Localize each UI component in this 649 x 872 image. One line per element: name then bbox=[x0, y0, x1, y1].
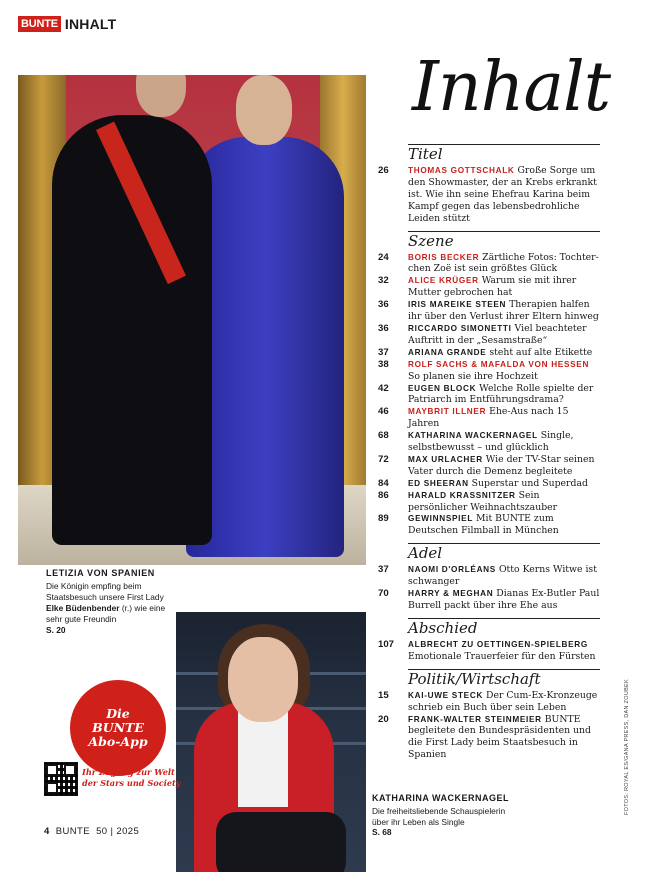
toc-entry-text: Therapien halfen ihr über den Verlust ihrer Eltern hinweg bbox=[408, 299, 599, 323]
toc-section-title: Szene bbox=[408, 231, 600, 250]
toc-entry-name: ED SHEERAN bbox=[408, 478, 469, 488]
toc-entry[interactable] bbox=[378, 359, 600, 383]
photo1-caption-name: LETIZIA VON SPANIEN bbox=[46, 568, 155, 578]
photo2-caption-text: Die freiheitsliebende Schauspielerin über ihr Leben als Single bbox=[372, 806, 506, 827]
toc-entry[interactable] bbox=[378, 430, 600, 454]
toc-entry-name: EUGEN BLOCK bbox=[408, 383, 477, 393]
toc-entry-text: Dianas Ex-Butler Paul Burrell packt über ihre Ehe aus bbox=[408, 588, 600, 611]
toc-page-number: 20 bbox=[378, 713, 389, 725]
toc-entry-text: Warum sie mit ihrer Mutter gebrochen hat bbox=[408, 275, 577, 299]
toc-entry-text: Superstar und Superdad bbox=[471, 477, 588, 489]
photo-letizia-elke bbox=[18, 75, 366, 565]
toc-page-number: 24 bbox=[378, 251, 389, 263]
toc-entry-text: Mit BUNTE zum Deutschen Filmball in München bbox=[408, 513, 559, 537]
toc-entry[interactable] bbox=[378, 478, 600, 490]
toc-section bbox=[378, 231, 600, 538]
toc-page-number: 26 bbox=[378, 165, 389, 176]
page-footer bbox=[44, 826, 139, 837]
toc-entry[interactable] bbox=[378, 454, 600, 478]
toc-entry[interactable] bbox=[378, 513, 600, 537]
toc-entry[interactable] bbox=[378, 299, 600, 323]
app-promo-badge[interactable]: Die BUNTE Abo-App bbox=[70, 680, 166, 776]
toc-section bbox=[378, 144, 600, 225]
page-number: 4 bbox=[44, 826, 50, 837]
toc-entry[interactable] bbox=[378, 714, 600, 762]
toc-page-number: 68 bbox=[378, 430, 389, 442]
toc-entry-text: Sein persönlicher Weihnachtszauber bbox=[408, 489, 558, 513]
toc-entry-name: FRANK-WALTER STEINMEIER bbox=[408, 714, 542, 724]
toc-page-number: 89 bbox=[378, 513, 389, 525]
toc-entry-text: BUNTE begleitete den Bundespräsidenten und die First Lady beim Staatsbesuch in Spanien bbox=[408, 713, 591, 761]
page-header bbox=[18, 16, 116, 32]
toc-entry-text: Viel beachteter Auftritt in der „Sesamstraße“ bbox=[408, 322, 587, 346]
toc-entry-text: Wie der TV-Star seinen Vater durch die Demenz begleitete bbox=[408, 453, 595, 477]
footer-issue: 50 | 2025 bbox=[96, 826, 140, 837]
toc-page-number: 107 bbox=[378, 638, 395, 650]
toc-entry[interactable] bbox=[378, 639, 600, 663]
photo2-caption-name: KATHARINA WACKERNAGEL bbox=[372, 793, 509, 803]
section-label: INHALT bbox=[64, 16, 117, 32]
toc-entry[interactable] bbox=[378, 690, 600, 714]
toc-entry[interactable] bbox=[378, 323, 600, 347]
toc-entry-name: ARIANA GRANDE bbox=[408, 347, 487, 357]
toc-entry-name: ALBRECHT ZU OETTINGEN-SPIELBERG bbox=[408, 639, 588, 649]
toc-page-number: 86 bbox=[378, 489, 389, 501]
toc-entry[interactable] bbox=[378, 275, 600, 299]
toc-page-number: 32 bbox=[378, 275, 389, 287]
photo1-caption-page[interactable]: S. 20 bbox=[46, 625, 66, 635]
toc-entry-name: MAYBRIT ILLNER bbox=[408, 407, 487, 417]
toc-entry[interactable] bbox=[378, 588, 600, 612]
qr-code-icon[interactable] bbox=[44, 762, 78, 796]
toc-entry-text: Ehe-Aus nach 15 Jahren bbox=[408, 406, 569, 430]
toc-entry-name: KATHARINA WACKERNAGEL bbox=[408, 431, 538, 441]
toc-page-number: 38 bbox=[378, 358, 389, 370]
photo-katharina-wackernagel bbox=[176, 612, 366, 872]
toc-entry-text: Große Sorge um den Showmaster, der an Krebs erkrankt ist. Wie ihn seine Ehefrau Karina beim Kampf gegen das lebensbedrohliche Leiden stützt bbox=[408, 165, 597, 224]
toc-page-number: 70 bbox=[378, 588, 389, 600]
toc-entry-text: steht auf alte Etikette bbox=[489, 346, 593, 358]
bunte-logo: BUNTE bbox=[18, 16, 61, 32]
toc-entry-text: Emotionale Trauerfeier für den Fürsten bbox=[408, 650, 596, 662]
toc-page-number: 46 bbox=[378, 406, 389, 418]
toc-entry-text: Otto Kerns Witwe ist schwanger bbox=[408, 564, 597, 588]
toc-entry[interactable] bbox=[378, 564, 600, 588]
toc-entry-text: Welche Rolle spielte der Patriarch im Entführungsdrama? bbox=[408, 382, 594, 406]
toc-entry-text: Der Cum-Ex-Kronzeuge schrieb ein Buch über sein Leben bbox=[408, 689, 598, 713]
toc-page-number: 15 bbox=[378, 689, 389, 701]
toc-entry-text: Single, selbstbewusst – und glücklich bbox=[408, 430, 574, 454]
app-promo-text: Ihr Zugang zur Welt der Stars und Society bbox=[82, 767, 181, 788]
toc-entry-name: IRIS MAREIKE STEEN bbox=[408, 300, 507, 310]
toc-entry-name: MAX URLACHER bbox=[408, 454, 483, 464]
toc-entry-name: GEWINNSPIEL bbox=[408, 514, 474, 524]
toc-entry[interactable] bbox=[378, 165, 600, 225]
photo-credit: FOTOS: ROYAL ES/GANA PRESS, DAN ZOUBEK bbox=[624, 679, 630, 815]
toc-entry-name: NAOMI D'ORLÉANS bbox=[408, 565, 496, 575]
footer-magazine: BUNTE bbox=[55, 826, 90, 837]
toc-entry-name: HARRY & MEGHAN bbox=[408, 589, 494, 599]
toc-entry-name: KAI-UWE STECK bbox=[408, 690, 484, 700]
toc-section-title: Adel bbox=[408, 543, 600, 562]
toc-entry-name: RICCARDO SIMONETTI bbox=[408, 323, 512, 333]
toc-entry-text: Zärtliche Fotos: Tochter-chen Zoë ist sein größtes Glück bbox=[408, 251, 599, 275]
photo1-caption-text: Die Königin empfing beim Staatsbesuch unsere First Lady Elke Büdenbender (r.) wie eine sehr gute Freundin bbox=[46, 581, 166, 624]
toc-page-number: 72 bbox=[378, 453, 389, 465]
toc-entry-name: BORIS BECKER bbox=[408, 252, 480, 262]
photo2-caption-page[interactable]: S. 68 bbox=[372, 827, 392, 837]
toc-page-number: 37 bbox=[378, 564, 389, 576]
toc-section-title: Politik/Wirtschaft bbox=[408, 669, 600, 688]
toc-page-number: 42 bbox=[378, 382, 389, 394]
toc-section bbox=[378, 543, 600, 612]
page-title: Inhalt bbox=[412, 48, 611, 127]
toc-entry-name: ALICE KRÜGER bbox=[408, 276, 479, 286]
toc-page-number: 36 bbox=[378, 299, 389, 311]
toc-entry[interactable] bbox=[378, 252, 600, 276]
toc-section-title: Titel bbox=[408, 144, 600, 163]
toc-section bbox=[378, 669, 600, 761]
toc-entry-name: THOMAS GOTTSCHALK bbox=[408, 166, 515, 175]
toc-section bbox=[378, 618, 600, 663]
toc-entry-name: ROLF SACHS & MAFALDA VON HESSEN bbox=[408, 359, 590, 369]
toc-entry[interactable] bbox=[378, 490, 600, 514]
toc-page-number: 37 bbox=[378, 346, 389, 358]
toc-entry[interactable] bbox=[378, 383, 600, 407]
toc-entry-name: HARALD KRASSNITZER bbox=[408, 490, 516, 500]
toc-entry[interactable] bbox=[378, 406, 600, 430]
toc-section-title: Abschied bbox=[408, 618, 600, 637]
table-of-contents bbox=[378, 144, 600, 767]
toc-entry[interactable] bbox=[378, 347, 600, 359]
toc-page-number: 84 bbox=[378, 477, 389, 489]
toc-page-number: 36 bbox=[378, 322, 389, 334]
toc-entry-text: So planen sie ihre Hochzeit bbox=[408, 370, 538, 382]
